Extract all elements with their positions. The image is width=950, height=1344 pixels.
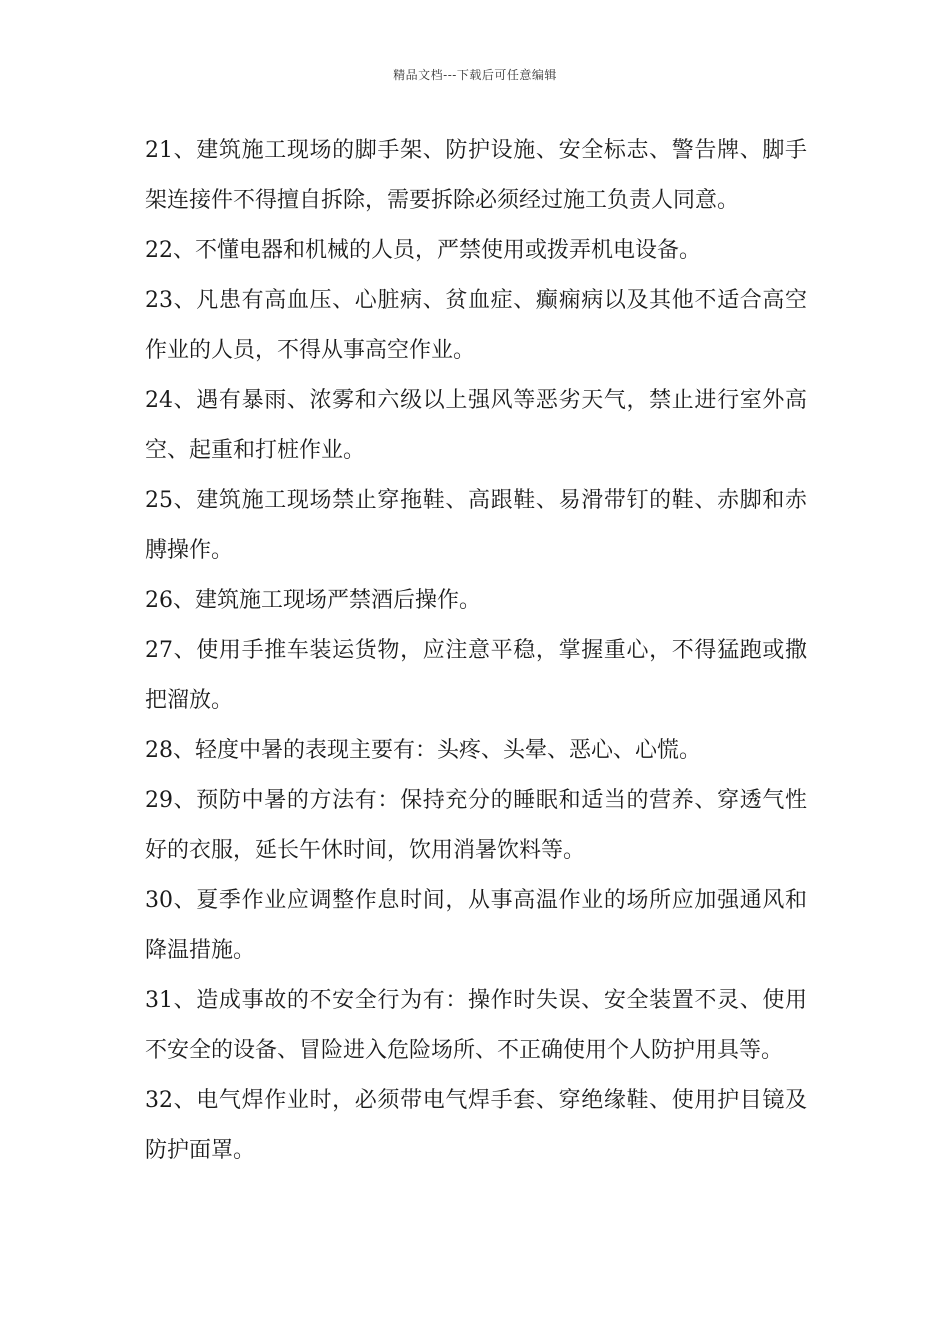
paragraph-27: 27、使用手推车装运货物，应注意平稳，掌握重心，不得猛跑或撒把溜放。 [145, 638, 807, 713]
paragraph-26: 26、建筑施工现场严禁酒后操作。 [145, 588, 481, 613]
paragraph-24: 24、遇有暴雨、浓雾和六级以上强风等恶劣天气，禁止进行室外高空、起重和打桩作业。 [145, 388, 807, 463]
paragraph-28: 28、轻度中暑的表现主要有：头疼、头晕、恶心、心慌。 [145, 738, 701, 763]
paragraph-21: 21、建筑施工现场的脚手架、防护设施、安全标志、警告牌、脚手架连接件不得擅自拆除，需要拆除必须经过施工负责人同意。 [145, 138, 807, 213]
paragraph-25: 25、建筑施工现场禁止穿拖鞋、高跟鞋、易滑带钉的鞋、赤脚和赤膊操作。 [145, 488, 807, 563]
paragraph-23: 23、凡患有高血压、心脏病、贫血症、癫痫病以及其他不适合高空作业的人员，不得从事高空作业。 [145, 288, 807, 363]
paragraph-30: 30、夏季作业应调整作息时间，从事高温作业的场所应加强通风和降温措施。 [145, 888, 807, 963]
document-body [145, 126, 807, 1176]
paragraph-22: 22、不懂电器和机械的人员，严禁使用或拨弄机电设备。 [145, 238, 701, 263]
paragraph-29: 29、预防中暑的方法有：保持充分的睡眠和适当的营养、穿透气性好的衣服，延长午休时间，饮用消暑饮料等。 [145, 788, 807, 863]
paragraph-32: 32、电气焊作业时，必须带电气焊手套、穿绝缘鞋、使用护目镜及防护面罩。 [145, 1088, 807, 1163]
page-header: 精品文档---下载后可任意编辑 [393, 68, 557, 82]
paragraph-31: 31、造成事故的不安全行为有：操作时失误、安全装置不灵、使用不安全的设备、冒险进入危险场所、不正确使用个人防护用具等。 [145, 988, 807, 1063]
